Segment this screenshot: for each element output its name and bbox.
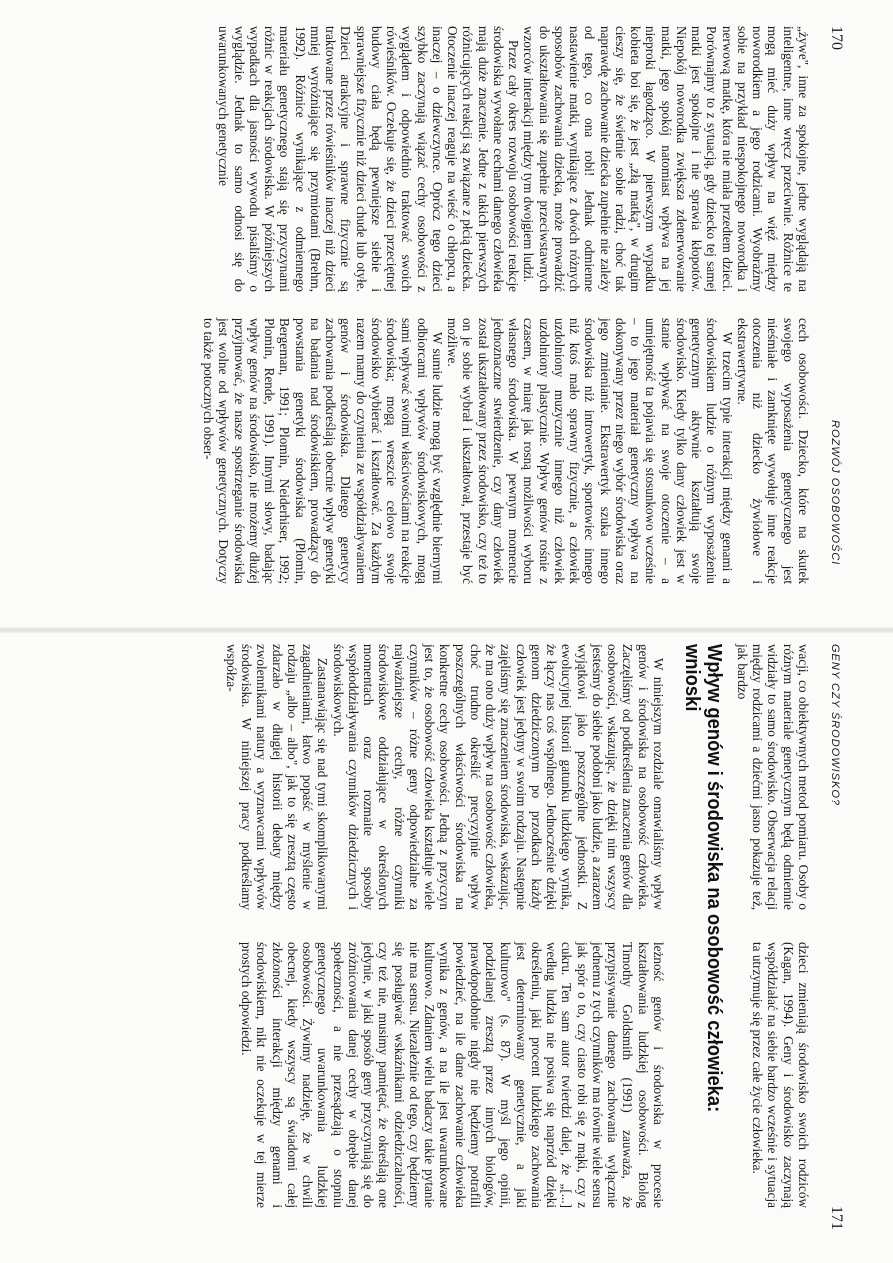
right-column-1: [224, 644, 666, 910]
paragraph: Przez cały okres rozwoju osobowości reakcje środowiska wywołane cechami danego człowieka mają duże znaczenie. Jedne z takich pierwszych różnicujących reakcji są związane z płcią dziecka. Otoczenie inaczej reaguje na wieść o chłopcu, a inaczej – o dziewczynce. Oprócz tego dzieci szybko zaczynają wiązać cechy osobowości z wyglądem i odpowiednio traktować swoich rówieśników. Oczekuje się, że dzieci przeciętnej budowy ciała będą pewniejsze siebie i sprawniejsze fizycznie niż dzieci chude lub otyłe. Dzieci atrakcyjne i sprawne fizycznie są traktowane przez rówieśników inaczej niż dzieci mniej wyróżniające się przymiotami (Brehm, 1992). Różnice wynikające z odmiennego materiału genetycznego stają się przyczynami różnic w reakcjach środowiska. W późniejszych wypadkach dla jasności wywodu pisaliśmy o wyglądzie. Jednak to samo odnosi się do uwarunkowanych genetycznie: [216, 26, 522, 292]
paragraph: W niniejszym rozdziale omawialiśmy wpływ genów i środowiska na osobowość człowieka. Zaczęliśmy od podkreślenia znaczenia genów dla osobowości, wskazując, że dzięki nim wszyscy jesteśmy do siebie podobni jako ludzie, a zarazem wyjątkowi jako poszczególne jednostki. Z ewolucyjnej historii gatunku ludzkiego wynika, że łączy nas coś wspólnego. Jednocześnie dzięki genom dziedziczonym po przodkach każdy człowiek jest jedyny w swoim rodzaju. Następnie zajęliśmy się znaczeniem środowiska, wskazując, że ma ono duży wpływ na osobowość człowieka, choć trudno określić precyzyjnie wpływ poszczególnych właściwości środowiska na konkretne cechy osobowości. Jedną z przyczyn jest to, że osobowość człowieka kształtuje wiele czynników – różne geny odpowiedzialne za najważniejsze cechy, różne czynniki środowiskowe oddziałujące w określonych momentach oraz rozmaite sposoby współoddziaływania czynników dziedzicznych i środowiskowych.: [330, 644, 666, 910]
chapter-title-line-1: Wpływ genów i środowiska na osobowość człowieka:: [703, 644, 725, 1113]
paragraph: wacji, co obiektywnych metod pomiaru. Osoby o różnym materiale genetycznym będą odmiennie widziały to samo środowisko. Obserwacja relacji między rodzicami a dziećmi jasno pokazuje też, jak bardzo: [735, 644, 811, 910]
right-page: [0, 632, 893, 1263]
paragraph: cech osobowości. Dziecko, które na skutek swojego wyposażenia genetycznego jest nieśmiałe i zamknięte wywołuje inne reakcje otoczenia niż dziecko żywiołowe i ekstrawertywne.: [735, 318, 811, 584]
left-column-2: [201, 318, 811, 584]
right-running-head: GENY CZY ŚRODOWISKO?: [829, 644, 841, 807]
left-running-head: ROZWÓJ OSOBOWOŚCI: [829, 420, 841, 566]
right-page-number: 171: [828, 1206, 845, 1230]
paragraph: dzieci zmieniają środowisko swoich rodziców (Kagan, 1994). Geny i środowisko zaczynają współdziałać na siebie bardzo wcześnie i sytuacja ta utrzymuje się przez całe życie człowieka.: [750, 942, 811, 1208]
left-page-number: 170: [828, 26, 845, 50]
paragraph: „żywe", inne za spokojne, jedne wyglądają na inteligentne, inne wręcz przeciwnie. Różnice te mogą mieć duży wpływ na więź między noworodkiem a jego rodzicami. Wyobraźmy sobie na przykład niespokojnego noworodka i nerwową matkę, która nie miała przedtem dzieci. Porównajmy to z sytuacją, gdy dziecko tej samej matki jest spokojne i nie sprawia kłopotów. Niepokój noworodka zwiększa zdenerwowanie matki, jego spokój natomiast wpływa na jej nieproki łagodząco. W pierwszym wypadku kobieta boi się, że jest „złą matką", w drugim cieszy się, że świetnie sobie radzi, choć tak naprawdę zachowanie dziecka zupełnie nie zależy od tego, co ona robi! Jednak odmienne nastawienie matki, wynikające z dwóch różnych sposobów zachowania dziecka, może prowadzić do ukształtowania się zupełnie przeciwstawnych wzorców interakcji między tym dwojgiem ludzi.: [521, 26, 811, 292]
chapter-title-line-2: wnioski: [681, 644, 703, 712]
chapter-title: [681, 644, 725, 1178]
paragraph: leżność genów i środowiska w procesie kształtowania ludzkiej osobowości. Biolog Timothy Goldsmith (1991) zauważa, że przypisywanie danego zachowania wyłącznie jednemu z tych czynników ma równie wiele sensu jak spór o to, czy ciasto robi się z mąki, czy z cukru. Ten sam autor twierdzi dalej, że „[...] według ludzka nie posiwa się naprzód dzięki określeniu, jaki procent ludzkiego zachowania jest determinowany genetycznie, a jaki kulturowo" (s. 87). W myśl jego opinii, podzielanej zresztą przez innych biologów, prawdopodobnie nigdy nie będziemy potrafili powiedzieć, na ile dane zachowanie człowieka wynika z genów, a na ile jest uwarunkowane kulturowo. Zdaniem wielu badaczy takie pytanie nie ma sensu. Niezależnie od tego, czy będziemy się posługiwać wskaźnikami odziedziczalności, czy też nie, musimy pamiętać, że określają one jedynie, w jaki sposób geny przyczyniają się do zróżnicowania danej cechy w obrębie danej społeczności, a nie przesądzają o stopniu genetycznego uwarunkowania ludzkiej osobowości. Żywimy nadzieję, że w chwili obecnej, kiedy wszyscy są świadomi całej złożoności interakcji między genami i środowiskiem, nikt nie oczekuje w tej mierze prostych odpowiedzi.: [239, 942, 666, 1208]
right-column-2: [239, 942, 666, 1208]
paragraph: Zastanawiając się nad tymi skomplikowanymi zagadnieniami, łatwo popaść w myślenie w rodzaju „albo – albo", jak to się zresztą często zdarzało w długiej historii debaty między zwolennikami natury a wyznawcami wpływów środowiska. W niniejszej pracy podkreślamy współza-: [224, 644, 331, 910]
paragraph: W trzecim typie interakcji między genami a środowiskiem ludzie o różnym wyposażeniu genetycznym aktywnie kształtują swoje środowisko. Kiedy tylko dany człowiek jest w stanie wpływać na swoje otoczenie – a umiejętność ta pojawia się stosunkowo wcześnie – to jego materiał genetyczny wpływa na dokonywany przez niego wybór środowiska oraz jego zmienianie. Ekstrawertyk szuka innego środowiska niż introwertyk, sportowiec innego niż ktoś mało sprawny fizycznie, a człowiek uzdolniony muzycznie innego niż człowiek uzdolniony plastycznie. Wpływ genów rośnie z czasem, w miarę jak rosną możliwości wyboru własnego środowiska. W pewnym momencie jednoznaczne stwierdzenie, czy dany człowiek został ukształtowany przez środowisko, czy też to on je sobie wybrał i ukształtował, przestaje być możliwe.: [445, 318, 735, 584]
left-column-1: [216, 26, 811, 292]
left-page: [0, 0, 893, 630]
right-column-1-top: [735, 644, 811, 910]
paragraph: W sumie ludzie mogą być względnie biernymi odbiorcami wpływów środowiskowych, mogą sami wpływać swoimi właściwościami na reakcje środowiska; mogą wreszcie celowo swoje środowisko wybierać i kształtować. Za każdym razem mamy do czynienia ze współdziaływaniem genów i środowiska. Dlatego genetycy zachowania podkreślają obecnie wpływ genetyki na badania nad środowiskiem, prowadzący do powstania genetyki środowiska (Plomin, Bergeman, 1991; Plomin, Neiderhiser, 1992; Plomin, Rende, 1991). Innymi słowy, badając wpływ genów na środowisko, nie możemy dłużej przyjmować, że nasze spostrzeganie środowiska jest wolne od wpływów genetycznych. Dotyczy to także potocznych obser-: [201, 318, 445, 584]
right-column-2-top: [750, 942, 811, 1208]
